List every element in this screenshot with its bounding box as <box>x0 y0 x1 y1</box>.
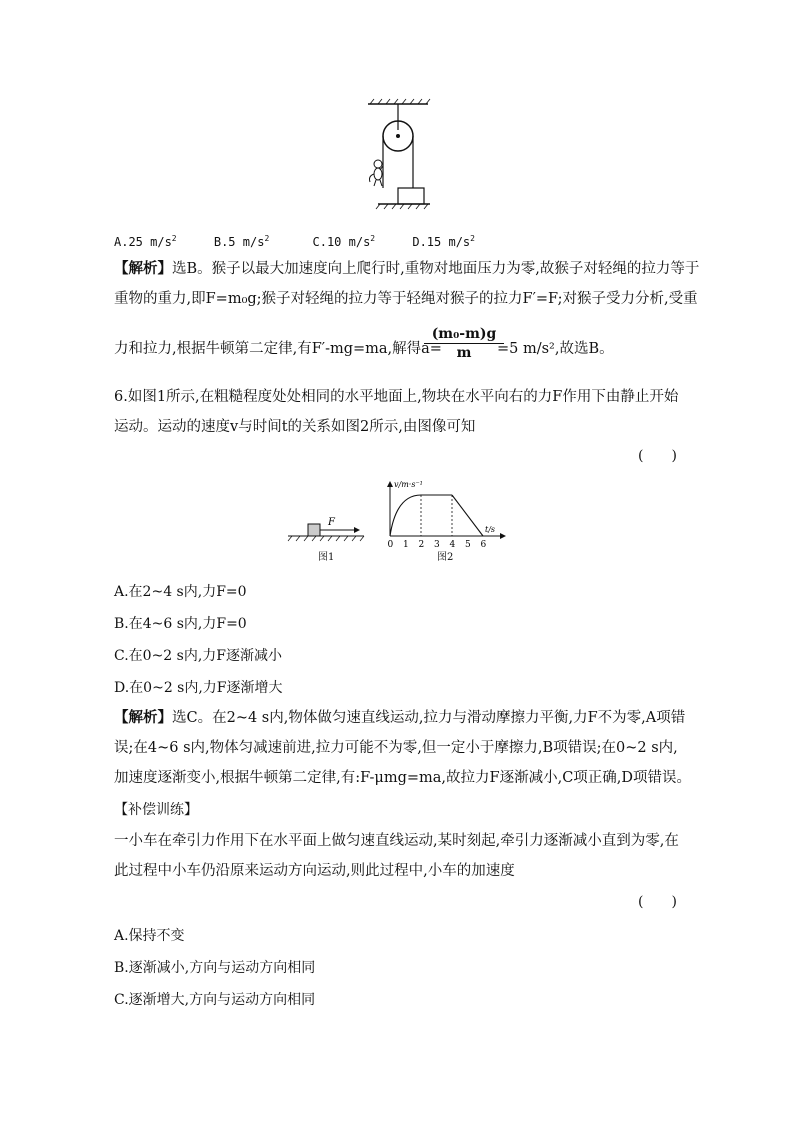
q6-option-b: B.在4~6 s内,力F=0 <box>114 616 247 632</box>
q5-option-d: D.15 $m/s^2$ <box>412 234 475 249</box>
x-tick-label: 3 <box>434 540 440 550</box>
x-axis-label: t/s <box>485 525 496 534</box>
figure2-vt-chart <box>380 478 510 552</box>
q6-analysis-line2: 误;在4~6 s内,物体匀减速前进,拉力可能不为零,但一定小于摩擦力,B项错误;在0~2 s内, <box>114 740 678 756</box>
practice-title: 【补偿训练】 <box>114 802 198 818</box>
q6-option-d: D.在0~2 s内,力F逐渐增大 <box>114 680 283 696</box>
practice-option-b: B.逐渐减小,方向与运动方向相同 <box>114 960 316 976</box>
q6-stem-line2: 运动。运动的速度v与时间t的关系如图2所示,由图像可知 <box>114 419 476 435</box>
x-tick-label: 5 <box>465 540 471 550</box>
q6-answer-bracket: ( ) <box>638 448 677 464</box>
x-tick-label: 6 <box>480 540 487 550</box>
practice-answer-bracket: ( ) <box>638 894 677 910</box>
q6-option-a: A.在2~4 s内,力F=0 <box>114 584 247 600</box>
q5-option-b: B.5 $m/s^2$ <box>213 234 270 249</box>
figure2-caption: 图2 <box>437 552 454 563</box>
q5-analysis-line3-post: =5 m/s²,故选B。 <box>497 341 614 357</box>
q5-option-c: C.10 $m/s^2$ <box>312 234 376 249</box>
practice-option-a: A.保持不变 <box>114 928 185 944</box>
pulley-figure <box>360 96 440 214</box>
q5-option-a: A.25 $m/s^2$ <box>114 234 177 249</box>
x-tick-label: 2 <box>418 540 425 550</box>
q5-analysis-line3-pre: 力和拉力,根据牛顿第二定律,有F′-mg=ma,解得a= <box>114 341 442 357</box>
fraction-denominator: m <box>456 345 472 361</box>
practice-option-c: C.逐渐增大,方向与运动方向相同 <box>114 992 316 1008</box>
q5-options <box>114 229 505 252</box>
acceleration-fraction <box>424 326 504 361</box>
analysis-tag: 【解析】 <box>114 260 172 277</box>
q5-analysis-line1: 【解析】选B。猴子以最大加速度向上爬行时,重物对地面压力为零,故猴子对轻绳的拉力等于 <box>114 260 700 277</box>
y-axis-label: v/m·s⁻¹ <box>394 480 423 489</box>
monkey-icon <box>370 160 384 186</box>
x-tick-label: 0 <box>387 540 394 550</box>
practice-stem-line2: 此过程中小车仍沿原来运动方向运动,则此过程中,小车的加速度 <box>114 863 515 879</box>
q5-analysis-line2: 重物的重力,即F=m₀g;猴子对轻绳的拉力等于轻绳对猴子的拉力F′=F;对猴子受力分析,受重 <box>114 291 698 307</box>
practice-stem-line1: 一小车在牵引力作用下在水平面上做匀速直线运动,某时刻起,牵引力逐渐减小直到为零,在 <box>114 833 679 849</box>
vt-segment-accelerate <box>390 495 421 536</box>
q6-analysis-line1: 【解析】选C。在2~4 s内,物体做匀速直线运动,拉力与滑动摩擦力平衡,力F不为零,A项错 <box>114 709 686 726</box>
q6-analysis-line3: 加速度逐渐变小,根据牛顿第二定律,有:F-μmg=ma,故拉力F逐渐减小,C项正确,D项错误。 <box>114 770 692 786</box>
fraction-numerator: (m₀-m)g <box>431 326 497 342</box>
vt-segment-2 <box>452 495 483 536</box>
analysis-tag: 【解析】 <box>114 709 172 726</box>
figure1-caption: 图1 <box>318 552 335 563</box>
q6-stem-line1: 6.如图1所示,在粗糙程度处处相同的水平地面上,物块在水平向右的力F作用下由静止开始 <box>114 389 679 405</box>
figure1-block <box>284 508 374 548</box>
q6-option-c: C.在0~2 s内,力F逐渐减小 <box>114 648 283 664</box>
x-tick-label: 4 <box>449 540 456 550</box>
x-tick-label: 1 <box>403 540 409 550</box>
force-label: F <box>328 517 335 528</box>
